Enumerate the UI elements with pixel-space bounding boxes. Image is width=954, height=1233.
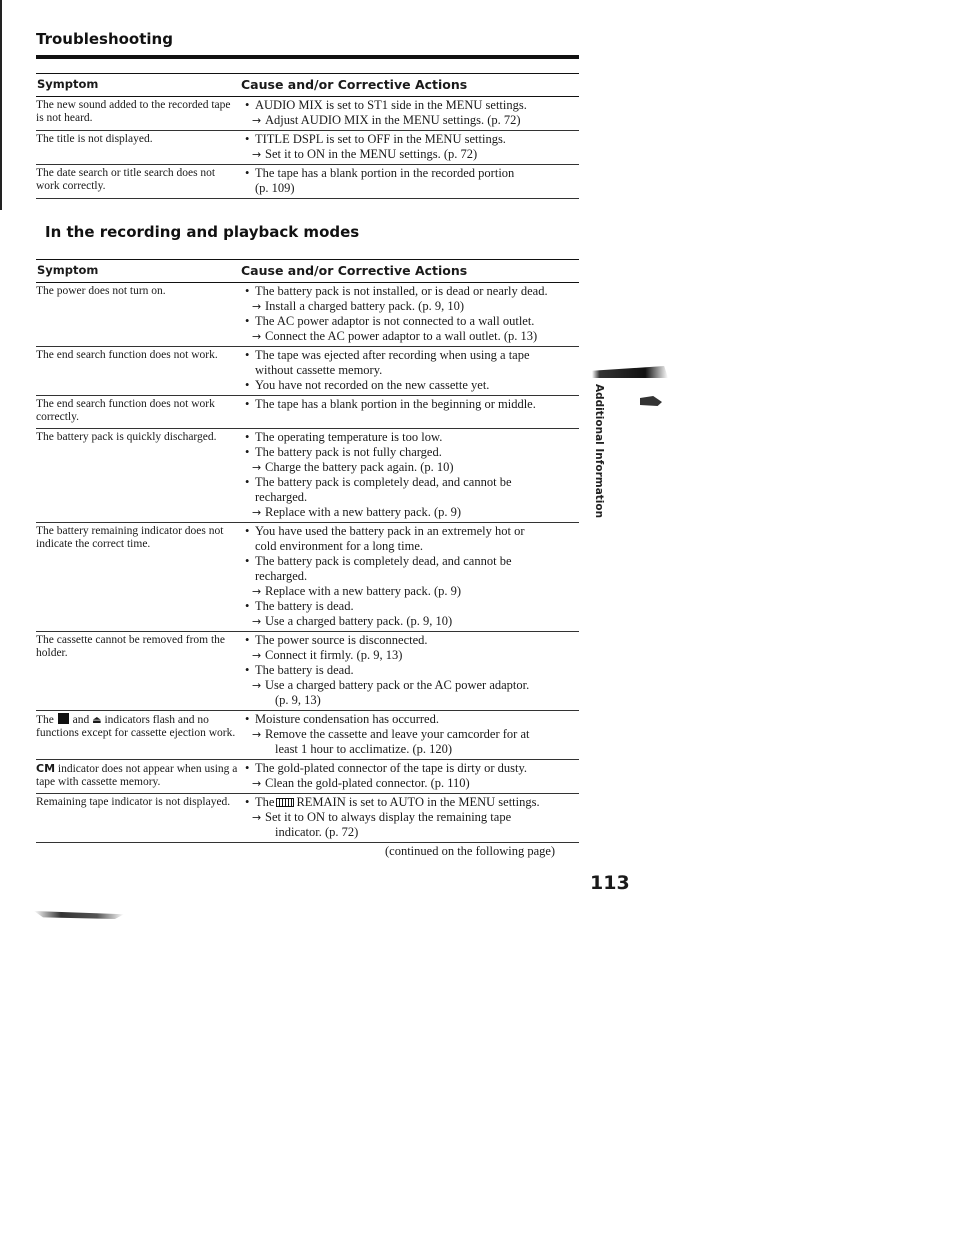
symptom-cell bbox=[36, 760, 241, 793]
corrective-action: → Connect it firmly. (p. 9, 13) bbox=[241, 648, 579, 663]
cause-text: REMAIN is set to AUTO in the MENU settings. bbox=[296, 794, 540, 809]
cause-cell bbox=[241, 711, 579, 759]
section-title: In the recording and playback modes bbox=[45, 223, 360, 241]
cause-cell bbox=[241, 632, 579, 710]
table-row bbox=[36, 131, 579, 165]
table-row bbox=[36, 97, 579, 131]
corrective-action: → Adjust AUDIO MIX in the MENU settings. (p. 72) bbox=[241, 113, 579, 128]
corrective-action: → Set it to ON to always display the remaining tape bbox=[241, 810, 579, 825]
troubleshooting-table-general bbox=[36, 73, 579, 199]
symptom-cell: Remaining tape indicator is not displayed. bbox=[36, 795, 231, 808]
symptom-cell: The title is not displayed. bbox=[36, 132, 153, 145]
corrective-action: → Set it to ON in the MENU settings. (p. 72) bbox=[241, 147, 579, 162]
table-row bbox=[36, 794, 579, 843]
corrective-action: → Replace with a new battery pack. (p. 9) bbox=[241, 505, 579, 520]
symptom-cell: The new sound added to the recorded tape is not heard. bbox=[36, 98, 231, 124]
page-title: Troubleshooting bbox=[36, 30, 173, 48]
cause-bullet: • The battery pack is completely dead, and cannot be bbox=[241, 554, 579, 569]
corrective-action: → Use a charged battery pack. (p. 9, 10) bbox=[241, 614, 579, 629]
col-symptom-header: Symptom bbox=[37, 77, 99, 91]
cause-bullet: • The tape has a blank portion in the recorded portion bbox=[241, 166, 579, 181]
symptom-cell: The battery pack is quickly discharged. bbox=[36, 430, 217, 443]
cause-bullet: • You have not recorded on the new cassette yet. bbox=[241, 378, 579, 393]
cause-bullet: • The operating temperature is too low. bbox=[241, 430, 579, 445]
cause-bullet: • The power source is disconnected. bbox=[241, 633, 579, 648]
col-cause-header: Cause and/or Corrective Actions bbox=[241, 263, 468, 278]
cause-bullet bbox=[241, 795, 579, 810]
corrective-action: → Clean the gold-plated connector. (p. 110) bbox=[241, 776, 579, 791]
corrective-action-continuation: (p. 9, 13) bbox=[275, 692, 321, 707]
table-row bbox=[36, 283, 579, 347]
scan-artifact bbox=[640, 396, 662, 406]
symptom-text: The bbox=[36, 713, 54, 726]
table-row bbox=[36, 632, 579, 711]
table-row bbox=[36, 396, 579, 429]
corrective-action: → Replace with a new battery pack. (p. 9) bbox=[241, 584, 579, 599]
cause-cell bbox=[241, 165, 579, 198]
cause-cell bbox=[241, 523, 579, 631]
corrective-action-continuation: indicator. (p. 72) bbox=[275, 824, 359, 839]
table-row bbox=[36, 523, 579, 632]
cause-bullet: • The tape was ejected after recording when using a tape bbox=[241, 348, 579, 363]
cause-bullet: • TITLE DSPL is set to OFF in the MENU settings. bbox=[241, 132, 579, 147]
symptom-cell: The cassette cannot be removed from the holder. bbox=[36, 633, 226, 659]
cassette-indicator-icon bbox=[58, 713, 69, 724]
side-tab bbox=[588, 384, 608, 519]
symptom-text: and bbox=[72, 713, 90, 726]
tape-remain-icon bbox=[276, 798, 294, 807]
cause-continuation: recharged. bbox=[255, 489, 308, 504]
cause-cell bbox=[241, 97, 579, 130]
cause-cell bbox=[241, 283, 579, 346]
side-tab-label: Additional Information bbox=[593, 384, 605, 519]
col-cause-header: Cause and/or Corrective Actions bbox=[241, 77, 468, 92]
cause-bullet: • AUDIO MIX is set to ST1 side in the MENU settings. bbox=[241, 98, 579, 113]
corrective-action: → Install a charged battery pack. (p. 9, 10) bbox=[241, 299, 579, 314]
table-row bbox=[36, 165, 579, 199]
cause-bullet: • The battery pack is not fully charged. bbox=[241, 445, 579, 460]
cause-text: The bbox=[255, 794, 275, 809]
symptom-cell: The end search function does not work. bbox=[36, 348, 218, 361]
continued-note: (continued on the following page) bbox=[385, 844, 556, 858]
left-edge-rule bbox=[0, 0, 2, 210]
symptom-cell: The end search function does not work correctly. bbox=[36, 397, 215, 423]
corrective-action-continuation: least 1 hour to acclimatize. (p. 120) bbox=[275, 741, 453, 756]
eject-icon: ⏏ bbox=[92, 714, 102, 726]
cause-bullet: • The battery pack is not installed, or is dead or nearly dead. bbox=[241, 284, 579, 299]
symptom-cell: The power does not turn on. bbox=[36, 284, 166, 297]
cause-bullet: • The tape has a blank portion in the beginning or middle. bbox=[241, 397, 579, 412]
table-row bbox=[36, 711, 579, 760]
scan-artifact bbox=[34, 911, 124, 919]
col-symptom-header: Symptom bbox=[37, 263, 99, 277]
cause-cell bbox=[241, 794, 579, 842]
symptom-cell: The date search or title search does not work correctly. bbox=[36, 166, 216, 192]
table-header bbox=[36, 74, 579, 97]
symptom-text: indicator does not appear when using a tape with cassette memory. bbox=[36, 762, 238, 788]
side-tab-marker bbox=[592, 366, 668, 378]
cause-continuation: without cassette memory. bbox=[255, 362, 383, 377]
table-header bbox=[36, 260, 579, 283]
table-row bbox=[36, 760, 579, 794]
symptom-cell bbox=[36, 711, 241, 759]
cause-cell bbox=[241, 429, 579, 522]
corrective-action: → Charge the battery pack again. (p. 10) bbox=[241, 460, 579, 475]
header-rule bbox=[36, 55, 579, 59]
cause-cell bbox=[241, 347, 579, 395]
cause-continuation: (p. 109) bbox=[255, 180, 295, 195]
corrective-action: → Remove the cassette and leave your camcorder for at bbox=[241, 727, 579, 742]
cause-continuation: recharged. bbox=[255, 568, 308, 583]
corrective-action: → Use a charged battery pack or the AC power adaptor. bbox=[241, 678, 579, 693]
cassette-memory-icon: CM bbox=[36, 761, 56, 775]
corrective-action: → Connect the AC power adaptor to a wall outlet. (p. 13) bbox=[241, 329, 579, 344]
symptom-cell: The battery remaining indicator does not indicate the correct time. bbox=[36, 524, 224, 550]
cause-bullet: • The battery pack is completely dead, and cannot be bbox=[241, 475, 579, 490]
cause-bullet: • Moisture condensation has occurred. bbox=[241, 712, 579, 727]
cause-bullet: • The battery is dead. bbox=[241, 599, 579, 614]
cause-cell bbox=[241, 131, 579, 164]
cause-bullet: • The battery is dead. bbox=[241, 663, 579, 678]
cause-cell bbox=[241, 396, 579, 428]
symptom-text: indicators flash and no functions except for cassette ejection work. bbox=[36, 713, 236, 739]
cause-bullet: • The AC power adaptor is not connected to a wall outlet. bbox=[241, 314, 579, 329]
table-row bbox=[36, 429, 579, 523]
cause-bullet: • The gold-plated connector of the tape is dirty or dusty. bbox=[241, 761, 579, 776]
cause-bullet: • You have used the battery pack in an extremely hot or bbox=[241, 524, 579, 539]
cause-cell bbox=[241, 760, 579, 793]
table-row bbox=[36, 347, 579, 396]
cause-continuation: cold environment for a long time. bbox=[255, 538, 424, 553]
troubleshooting-table-recording-playback bbox=[36, 259, 579, 843]
page-number: 113 bbox=[590, 872, 630, 894]
